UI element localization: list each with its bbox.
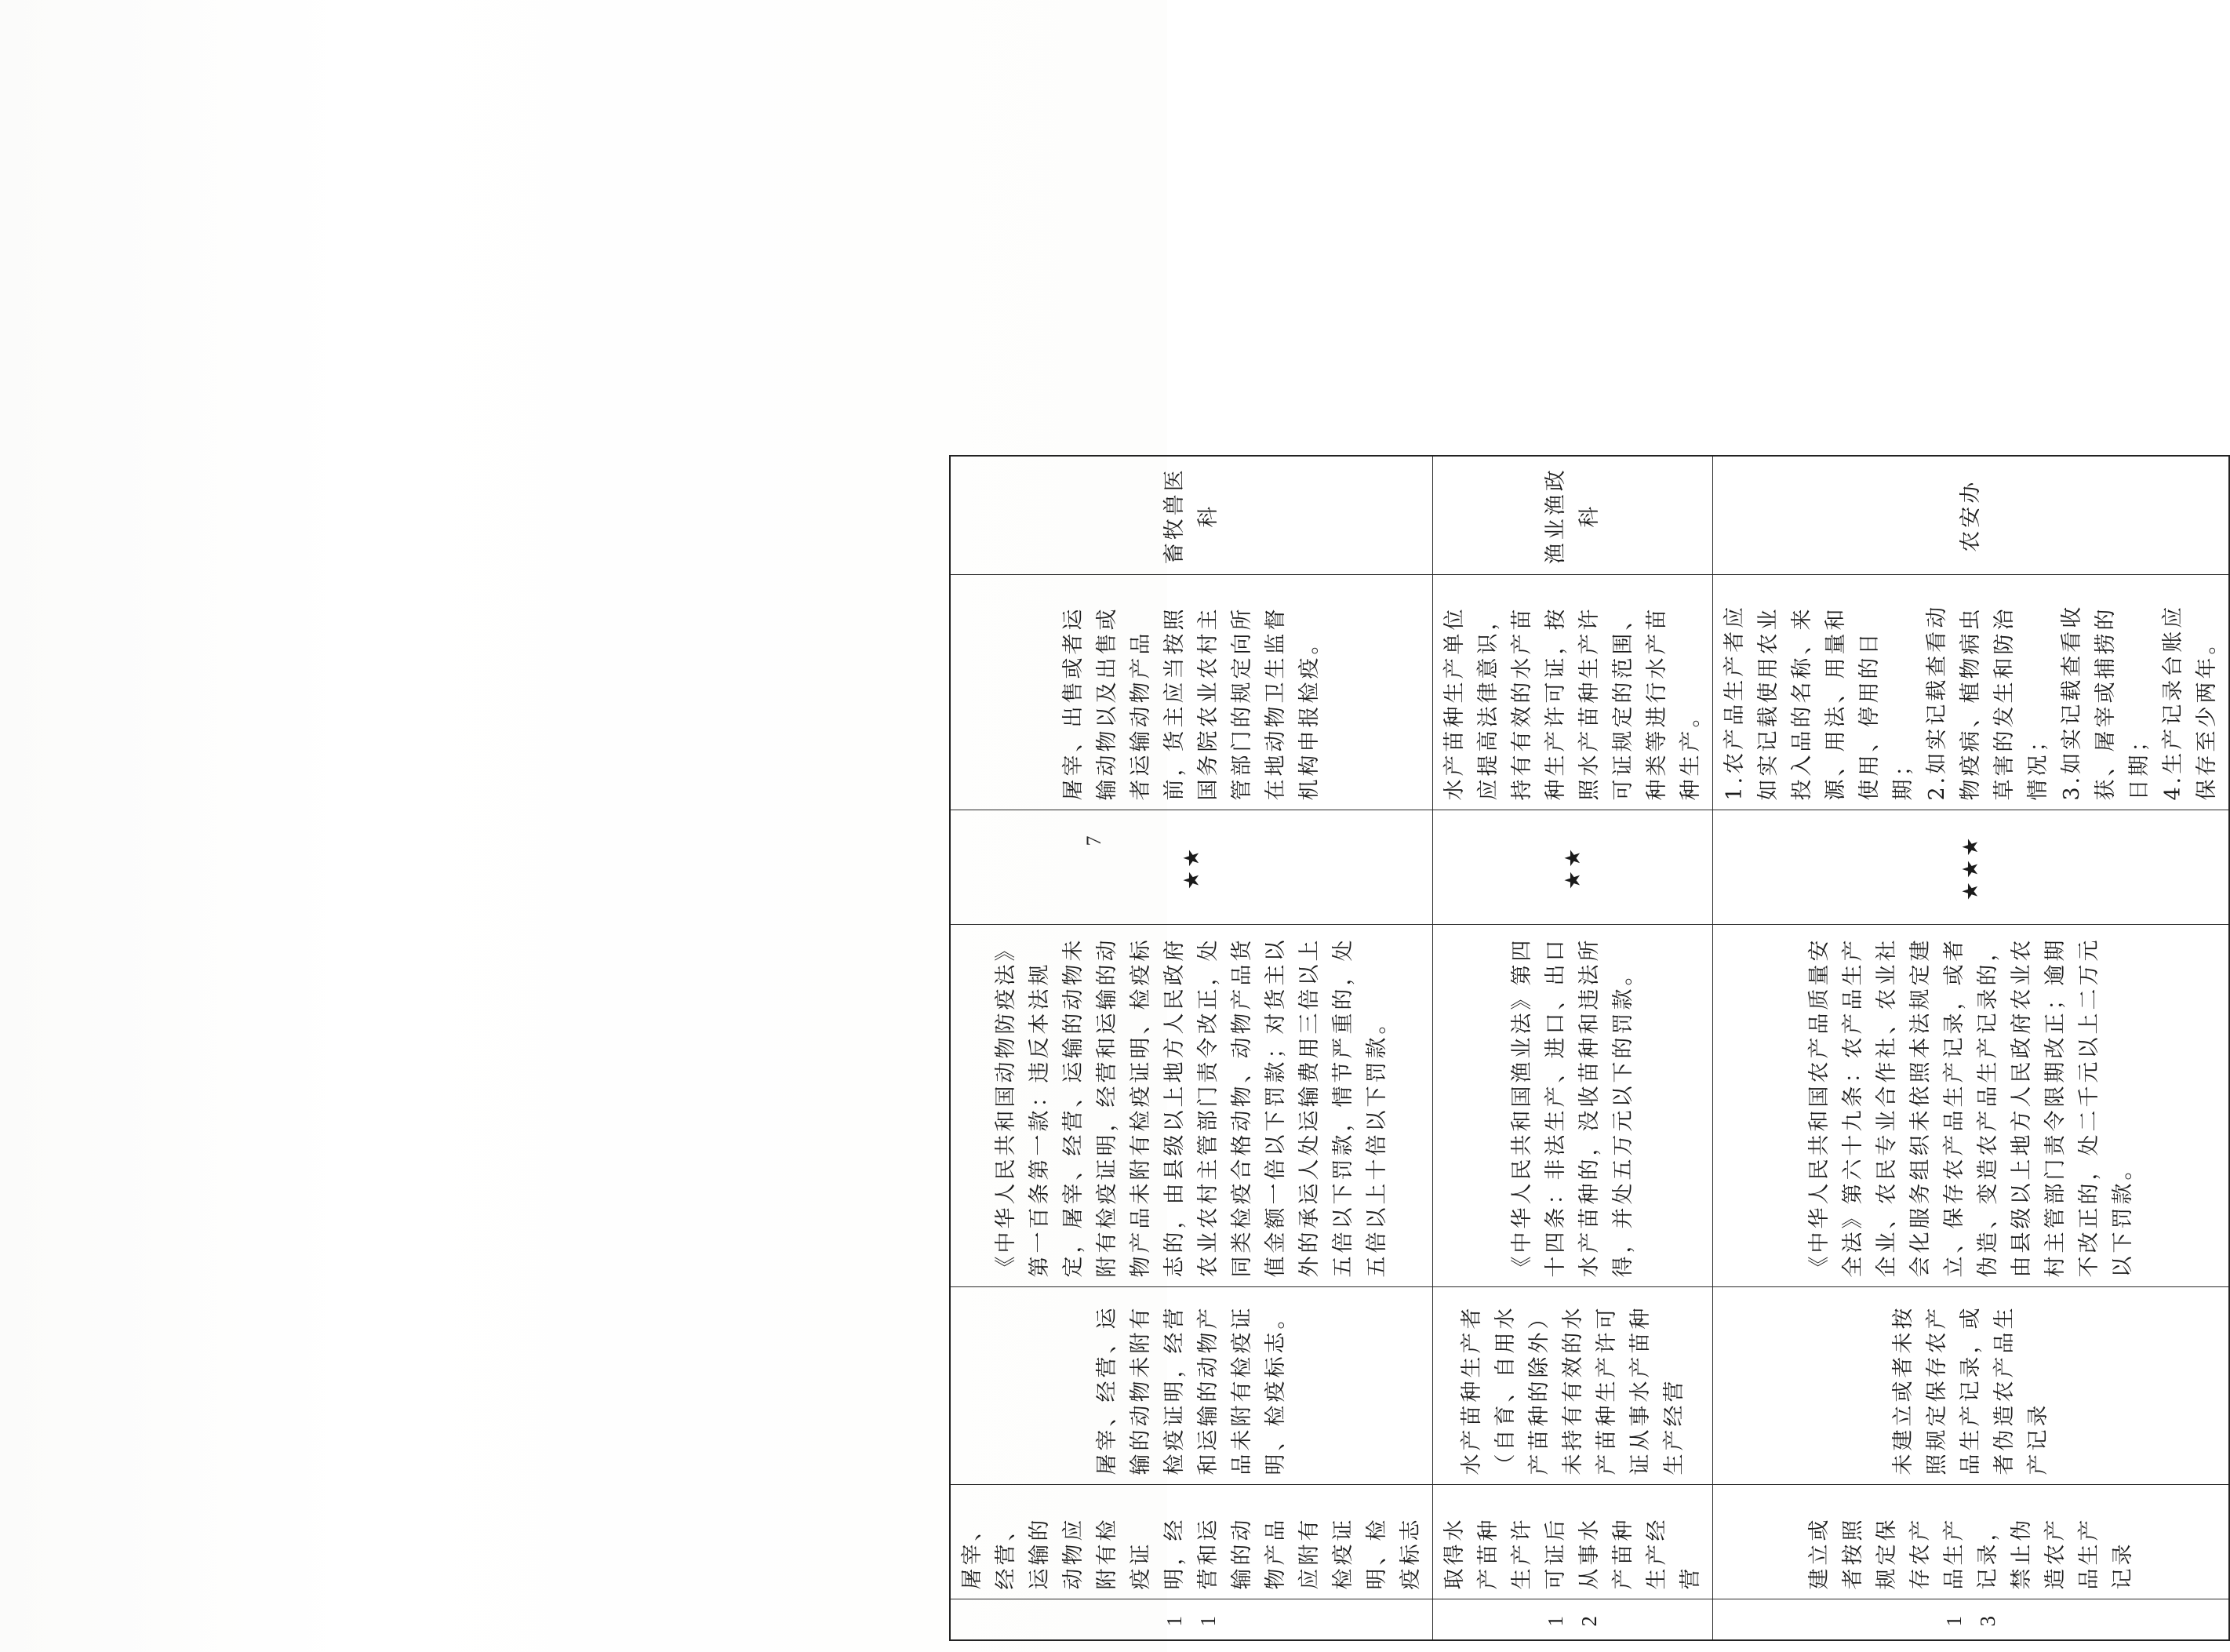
department-cell: 渔业渔政科 xyxy=(1433,456,1713,575)
violation-cell: 未建立或者未按照规定保存农产品生产记录，或者伪造农产品生产记录 xyxy=(1713,1287,2230,1485)
measure-line: 4.生产记录台账应保存至少两年。 xyxy=(2161,603,2219,801)
measure-cell: 水产苗种生产单位应提高法律意识，持有有效的水产苗种生产许可证，按照水产苗种生产许可证规定的范围、种类等进行水产苗种生产。 xyxy=(1433,575,1713,810)
measure-line: 2.如实记载查看动物疫病、植物病虫草害的发生和防治情况； xyxy=(1925,603,2050,801)
item-cell: 建立或者按照规定保存农产品生产记录，禁止伪造农产品生产记录 xyxy=(1713,1485,2230,1599)
legal-basis-cell: 《中华人民共和国动物防疫法》第一百条第一款：违反本法规定，屠宰、经营、运输的动物未附有检疫证明，经营和运输的动物产品未附有检疫证明、检疫标志的，由县级以上地方人民政府农业农村主管部门责令改正，处同类检疫合格动物、动物产品货值金额一倍以下罚款；对货主以外的承运人处运输费用三倍以上五倍以下罚款，情节严重的，处五倍以上十倍以下罚款。 xyxy=(950,925,1433,1287)
rotated-table-holder xyxy=(949,457,2219,1641)
table-row xyxy=(950,456,1433,1640)
violation-cell: 屠宰、经营、运输的动物未附有检疫证明，经营和运输的动物产品未附有检疫证明、检疫标志。 xyxy=(950,1287,1433,1485)
row-number: 13 xyxy=(1713,1599,2230,1640)
measure-cell: 屠宰、出售或者运输动物以及出售或者运输动物产品前，货主应当按照国务院农业农村主管部门的规定向所在地动物卫生监督机构申报检疫。 xyxy=(950,575,1433,810)
risk-level-stars: ★★ xyxy=(1433,810,1713,925)
regulation-table xyxy=(949,455,2230,1641)
measure-line: 3.如实记载查看收获、屠宰或捕捞的日期； xyxy=(2060,603,2152,801)
department-cell: 农安办 xyxy=(1713,456,2230,575)
risk-level-stars: ★★ xyxy=(950,810,1433,925)
measure-line: 1.农产品生产者应如实记载使用农业投入品的名称、来源、用法、用量和使用、停用的日期； xyxy=(1723,603,1915,801)
table-row xyxy=(1713,456,2230,1640)
risk-level-stars: ★★★ xyxy=(1713,810,2230,925)
table-row xyxy=(1433,456,1713,1640)
legal-basis-cell: 《中华人民共和国农产品质量安全法》第六十九条：农产品生产企业、农民专业合作社、农业社会化服务组织未依照本法规定建立、保存农产品生产记录，或者伪造、变造农产品生产记录的，由县级以上地方人民政府农业农村主管部门责令限期改正；逾期不改正的，处二千元以上二万元以下罚款。 xyxy=(1713,925,2230,1287)
row-number: 11 xyxy=(950,1599,1433,1640)
violation-cell: 水产苗种生产者（自育、自用水产苗种的除外）未持有有效的水产苗种生产许可证从事水产苗种生产经营 xyxy=(1433,1287,1713,1485)
item-cell: 取得水产苗种生产许可证后从事水产苗种生产经营 xyxy=(1433,1485,1713,1599)
legal-basis-cell: 《中华人民共和国渔业法》第四十四条：非法生产、进口、出口水产苗种的，没收苗种和违法所得，并处五万元以下的罚款。 xyxy=(1433,925,1713,1287)
measure-cell xyxy=(1713,575,2230,810)
item-cell: 屠宰、经营、运输的动物应附有检疫证明，经营和运输的动物产品应附有检疫证明、检疫标志 xyxy=(950,1485,1433,1599)
page-number: 7 xyxy=(1082,835,1105,846)
department-cell: 畜牧兽医科 xyxy=(950,456,1433,575)
row-number: 12 xyxy=(1433,1599,1713,1640)
